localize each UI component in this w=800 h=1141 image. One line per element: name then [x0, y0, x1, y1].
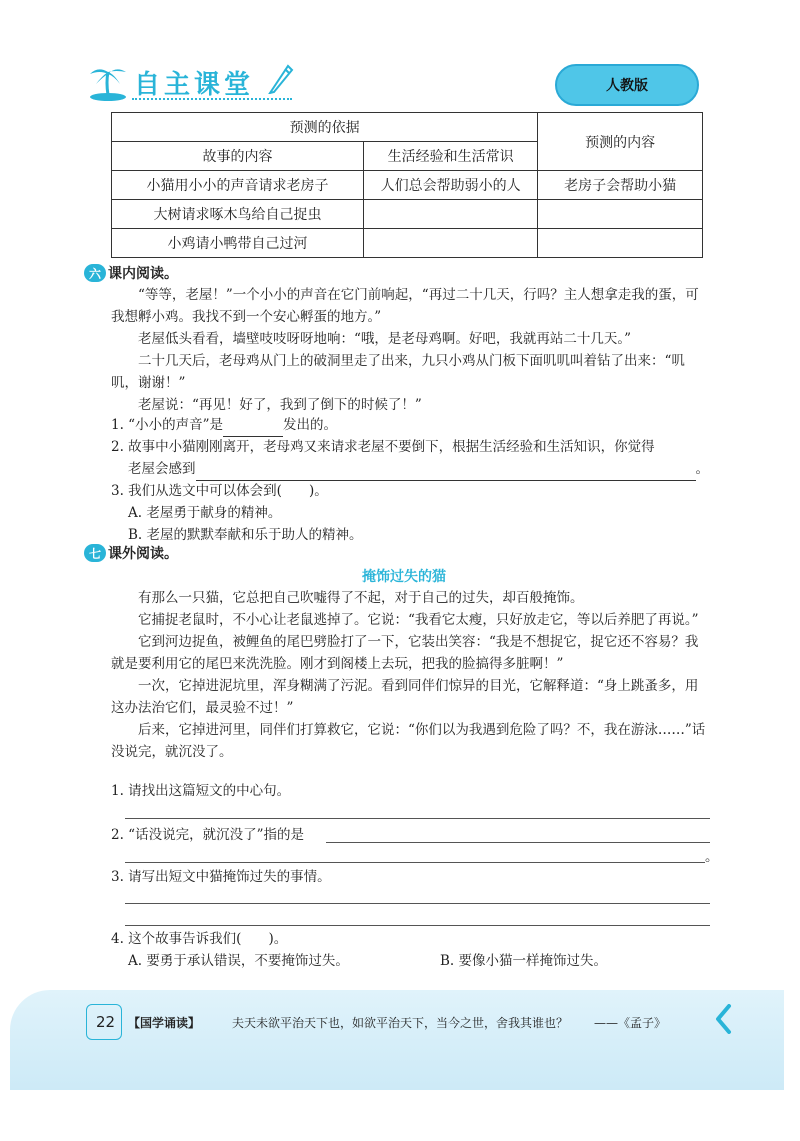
prediction-table — [111, 112, 703, 258]
question-text: 3. 请写出短文中猫掩饰过失的事情。 — [111, 869, 331, 885]
table-row — [112, 171, 703, 200]
question-text: 3. 我们从选文中可以体会到( )。 — [111, 483, 328, 499]
answer-line[interactable] — [125, 862, 705, 863]
brand-underline — [132, 98, 292, 100]
question-text: 发出的。 — [282, 417, 337, 433]
chevron-left-icon — [714, 1004, 732, 1038]
section-title: 课外阅读。 — [108, 546, 178, 562]
story-col-header: 故事的内容 — [112, 142, 364, 171]
answer-line[interactable] — [326, 842, 710, 843]
section-7-header — [84, 543, 178, 563]
pencil-icon — [266, 62, 294, 98]
question-text: 1. “小小的声音”是 — [111, 417, 223, 433]
question-1 — [111, 414, 337, 437]
quote-source: ——《孟子》 — [594, 1016, 667, 1030]
question-text: 1. 请找出这篇短文的中心句。 — [111, 783, 291, 799]
footer-band — [10, 990, 784, 1090]
question-text: 2. 故事中小猫刚刚离开，老母鸡又来请求老屋不要倒下，根据生活经验和生活知识，你觉得 — [111, 439, 655, 455]
paragraph: 它捕捉老鼠时，不小心让老鼠逃掉了。它说：“我看它太瘦，只好放走它，等以后养肥了再说。” — [138, 612, 699, 628]
life-col-header: 生活经验和生活常识 — [363, 142, 537, 171]
paragraph: 它到河边捉鱼，被鲤鱼的尾巴劈脸打了一下，它装出笑容：“我是不想捉它，捉它还不容易？我就是要利用它的尾巴来洗洗脸。刚才到阁楼上去玩，把我的脸搞得多脏啊！” — [111, 634, 699, 672]
palm-tree-icon — [86, 62, 130, 106]
punctuation: 。 — [695, 461, 709, 477]
paragraph: 老屋低头看看，墙壁吱吱呀呀地响：“哦，是老母鸡啊。好吧，我就再站二十几天。” — [138, 331, 632, 347]
edition-badge: 人教版 — [555, 64, 699, 106]
table-cell: 小猫用小小的声音请求老房子 — [112, 171, 364, 200]
section-6-header — [84, 263, 178, 283]
reading-passage — [111, 587, 711, 763]
content-header: 预测的内容 — [538, 113, 703, 171]
basis-header: 预测的依据 — [112, 113, 538, 142]
option-a[interactable]: A. 要勇于承认错误，不要掩饰过失。 — [128, 953, 349, 969]
paragraph: 二十几天后，老母鸡从门上的破洞里走了出来，九只小鸡从门板下面叽叽叫着钻了出来：“叽叽，谢谢！” — [111, 353, 685, 391]
option-a[interactable]: A. 老屋勇于献身的精神。 — [128, 505, 282, 521]
section-number-badge: 七 — [84, 544, 106, 562]
table-row — [112, 200, 703, 229]
paragraph: 有那么一只猫，它总把自己吹嘘得了不起，对于自己的过失，却百般掩饰。 — [138, 590, 584, 606]
option-b[interactable]: B. 老屋的默默奉献和乐于助人的精神。 — [128, 527, 363, 543]
table-cell: 小鸡请小鸭带自己过河 — [112, 229, 364, 258]
answer-blank[interactable] — [223, 414, 283, 437]
quote-label: 【国学诵读】 — [128, 1016, 201, 1030]
paragraph: 后来，它掉进河里，同伴们打算救它，它说：“你们以为我遇到危险了吗？不，我在游泳……”话没说完，就沉没了。 — [111, 722, 706, 760]
question-3 — [111, 480, 363, 546]
answer-line[interactable] — [125, 818, 710, 819]
punctuation: 。 — [705, 849, 719, 865]
table-row — [112, 229, 703, 258]
option-b[interactable]: B. 要像小猫一样掩饰过失。 — [440, 953, 608, 969]
answer-cell[interactable] — [538, 200, 703, 229]
table-cell: 老房子会帮助小猫 — [538, 171, 703, 200]
question-text: 2. “话没说完，就沉没了”指的是 — [111, 827, 304, 843]
page-number: 22 — [96, 1013, 116, 1031]
answer-cell[interactable] — [363, 200, 537, 229]
answer-blank[interactable] — [196, 458, 696, 481]
question-text: 老屋会感到 — [128, 461, 196, 477]
question-2 — [111, 436, 711, 481]
quote-text: 夫天未欲平治天下也，如欲平治天下，当今之世，舍我其谁也？ — [232, 1016, 569, 1030]
answer-cell[interactable] — [363, 229, 537, 258]
answer-line[interactable] — [125, 925, 710, 926]
section-number-badge: 六 — [84, 264, 106, 282]
story-title: 掩饰过失的猫 — [362, 569, 446, 585]
brand-title: 自主课堂 — [134, 70, 255, 100]
table-cell: 人们总会帮助弱小的人 — [363, 171, 537, 200]
paragraph: “等等，老屋！”一个小小的声音在它门前响起，“再过二十几天，行吗？主人想拿走我的蛋，可我想孵小鸡。我找不到一个安心孵蛋的地方。” — [111, 287, 699, 325]
answer-line[interactable] — [125, 903, 710, 904]
reading-passage — [111, 284, 711, 416]
paragraph: 老屋说：“再见！好了，我到了倒下的时候了！” — [138, 397, 422, 413]
section-title: 课内阅读。 — [108, 266, 178, 282]
question-text: 4. 这个故事告诉我们( )。 — [111, 931, 288, 947]
answer-cell[interactable] — [538, 229, 703, 258]
table-cell: 大树请求啄木鸟给自己捉虫 — [112, 200, 364, 229]
paragraph: 一次，它掉进泥坑里，浑身糊满了污泥。看到同伴们惊异的目光，它解释道：“身上跳蚤多，用这办法治它们，最灵验不过！” — [111, 678, 699, 716]
